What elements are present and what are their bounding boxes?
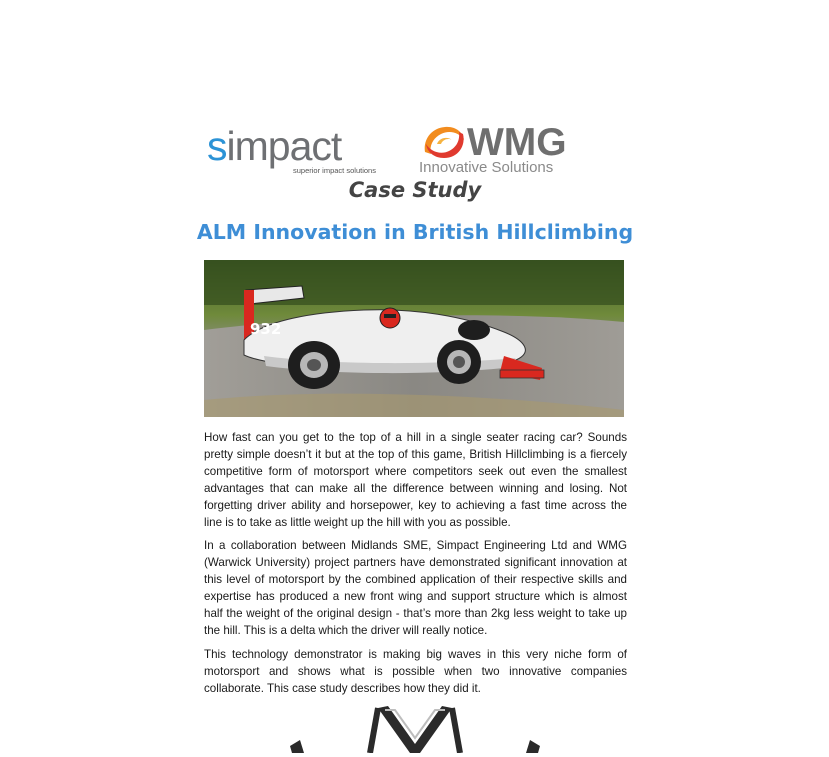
simpact-wordmark-s: s	[207, 123, 227, 169]
paragraph-intro: How fast can you get to the top of a hill in a single seater racing car? Sounds pretty simple doesn’t it but at the top of this game, British Hillclimbing is a fiercely competitive form of motorsport where competitors seek out even the smallest advantages that can make all the difference between winning and losing. Not forgetting driver ability and horsepower, key to achieving a fast time across the line is to take as little weight up the hill with you as possible.	[204, 431, 627, 529]
wmg-logo	[417, 122, 612, 178]
wmg-tagline: Innovative Solutions	[419, 159, 554, 176]
paragraph-conclusion: This technology demonstrator is making big waves in this very niche form of motorsport and shows what is possible when two innovative companies collaborate. This case study describes how they did it.	[204, 647, 627, 695]
racing-car-image	[204, 260, 624, 417]
racing-car-photo	[204, 260, 624, 417]
case-study-label: Case Study	[348, 178, 482, 202]
car-number-label: 932	[250, 320, 282, 338]
paragraph-collaboration: In a collaboration between Midlands SME, Simpact Engineering Ltd and WMG (Warwick University) project partners have demonstrated significant innovation at this level of motorsport by the combined application of their respective skills and expertise has produced a new front wing and support structure which is almost half the weight of the original design - that’s more than 2kg less weight to take up the hill. This is a delta which the driver will really notice.	[204, 539, 627, 637]
simpact-wordmark-rest: impact	[226, 123, 342, 169]
wmg-swirl-icon	[419, 122, 469, 162]
body-text	[204, 430, 627, 705]
simpact-tagline: superior impact solutions	[293, 166, 376, 175]
wing-structure-graphic	[290, 704, 540, 753]
logo-row	[205, 120, 615, 180]
simpact-wordmark	[207, 124, 341, 168]
wing-structure-image	[290, 704, 540, 753]
document-title: ALM Innovation in British Hillclimbing	[196, 220, 634, 244]
wmg-wordmark: WMG	[467, 121, 567, 164]
simpact-logo	[205, 124, 405, 174]
